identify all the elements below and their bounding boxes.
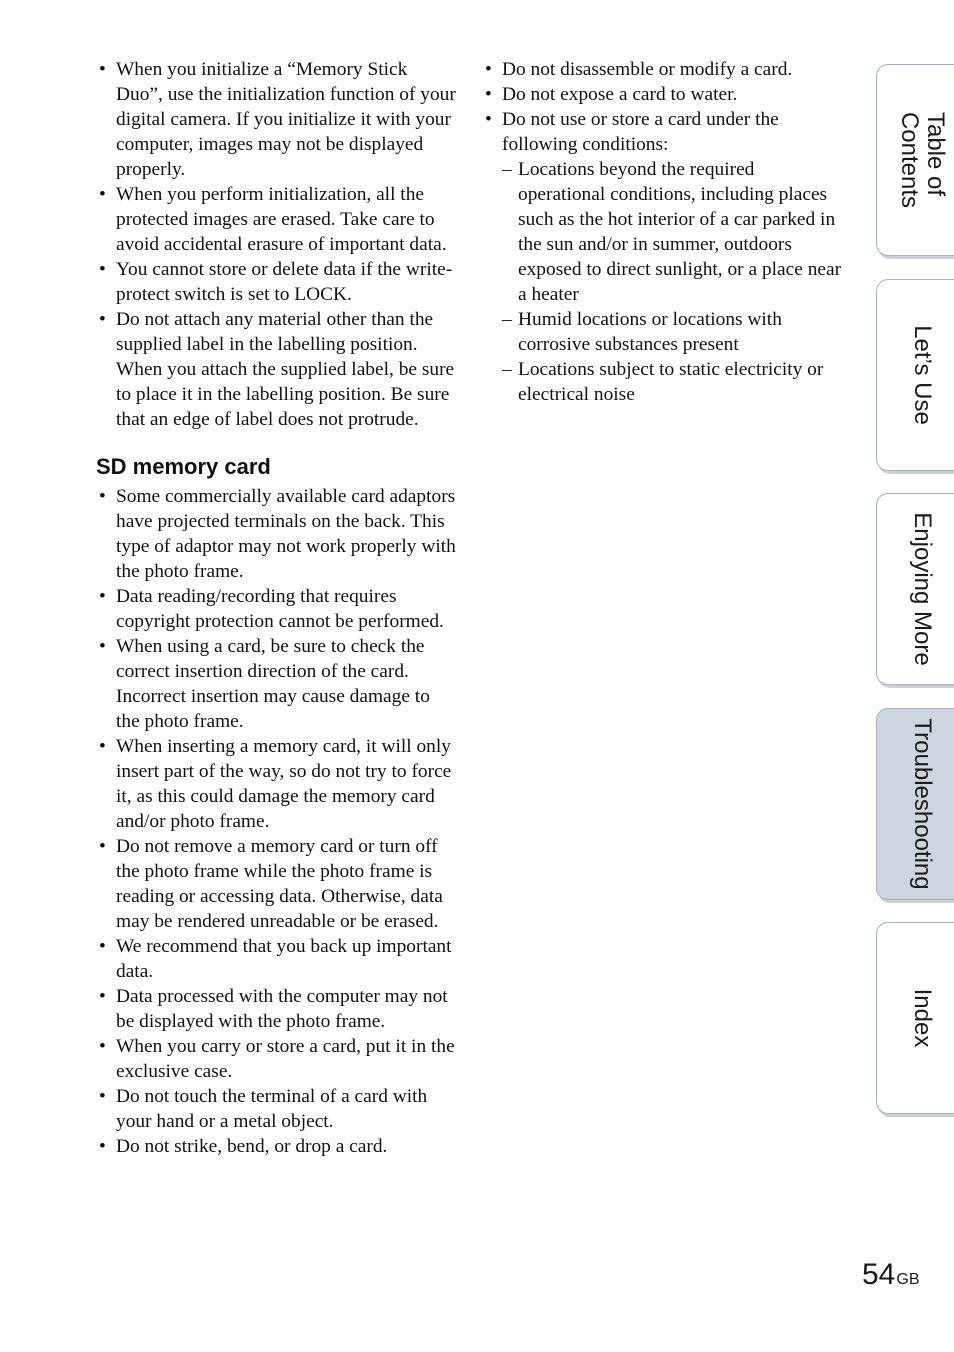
list-item: • When you carry or store a card, put it in the exclusive case. xyxy=(96,1034,456,1084)
memory-stick-notes-list xyxy=(96,57,456,432)
list-item: • Do not remove a memory card or turn off the photo frame while the photo frame is reading or accessing data. Otherwise, data may be rendered unreadable or be erased. xyxy=(96,834,456,934)
left-column xyxy=(96,57,456,1159)
conditions-list xyxy=(502,157,842,407)
tab-troubleshooting[interactable] xyxy=(876,708,954,900)
tab-lets-use[interactable] xyxy=(876,279,954,471)
list-item: • Data processed with the computer may not be displayed with the photo frame. xyxy=(96,984,456,1034)
condition-item: – Humid locations or locations with corrosive substances present xyxy=(502,307,842,357)
card-handling-list xyxy=(482,57,842,407)
sd-memory-card-heading: SD memory card xyxy=(96,454,271,479)
condition-item: – Locations subject to static electricity or electrical noise xyxy=(502,357,842,407)
tab-index[interactable] xyxy=(876,922,954,1114)
list-item: • We recommend that you back up important data. xyxy=(96,934,456,984)
list-item: • Do not disassemble or modify a card. xyxy=(482,57,842,82)
list-item xyxy=(482,107,842,407)
list-item: • Some commercially available card adaptors have projected terminals on the back. This type of adaptor may not work properly with the photo frame. xyxy=(96,484,456,584)
tab-label: Enjoying More xyxy=(908,512,936,666)
list-item: • When using a card, be sure to check the correct insertion direction of the card. Incorrect insertion may cause damage to the photo frame. xyxy=(96,634,456,734)
tab-label: Index xyxy=(908,988,936,1048)
list-item: • Do not expose a card to water. xyxy=(482,82,842,107)
page-number-value: 54 xyxy=(862,1258,896,1291)
list-item-text: Do not use or store a card under the following conditions: xyxy=(502,109,779,155)
right-column xyxy=(482,57,842,407)
list-item: • When you perform initialization, all the protected images are erased. Take care to avoid accidental erasure of important data. xyxy=(96,182,456,257)
tab-label: Table of Contents xyxy=(895,111,949,209)
tab-label: Troubleshooting xyxy=(908,718,936,890)
tab-label: Let’s Use xyxy=(908,325,936,425)
page-number-suffix: GB xyxy=(896,1271,920,1288)
list-item: • Data reading/recording that requires copyright protection cannot be performed. xyxy=(96,584,456,634)
page-number xyxy=(862,1258,920,1292)
list-item: • You cannot store or delete data if the write-protect switch is set to LOCK. xyxy=(96,257,456,307)
condition-item: – Locations beyond the required operational conditions, including places such as the hot interior of a car parked in the sun and/or in summer, outdoors exposed to direct sunlight, or a place near a heater xyxy=(502,157,842,307)
list-item: • When inserting a memory card, it will only insert part of the way, so do not try to force it, as this could damage the memory card and/or photo frame. xyxy=(96,734,456,834)
sd-card-notes-list xyxy=(96,484,456,1159)
list-item: • Do not strike, bend, or drop a card. xyxy=(96,1134,456,1159)
list-item: • Do not attach any material other than the supplied label in the labelling position. When you attach the supplied label, be sure to place it in the labelling position. Be sure that an edge of label does not protrude. xyxy=(96,307,456,432)
tab-enjoying-more[interactable] xyxy=(876,493,954,685)
list-item: • Do not touch the terminal of a card with your hand or a metal object. xyxy=(96,1084,456,1134)
tab-table-of-contents[interactable] xyxy=(876,64,954,256)
list-item: • When you initialize a “Memory Stick Duo”, use the initialization function of your digital camera. If you initialize it with your computer, images may not be displayed properly. xyxy=(96,57,456,182)
